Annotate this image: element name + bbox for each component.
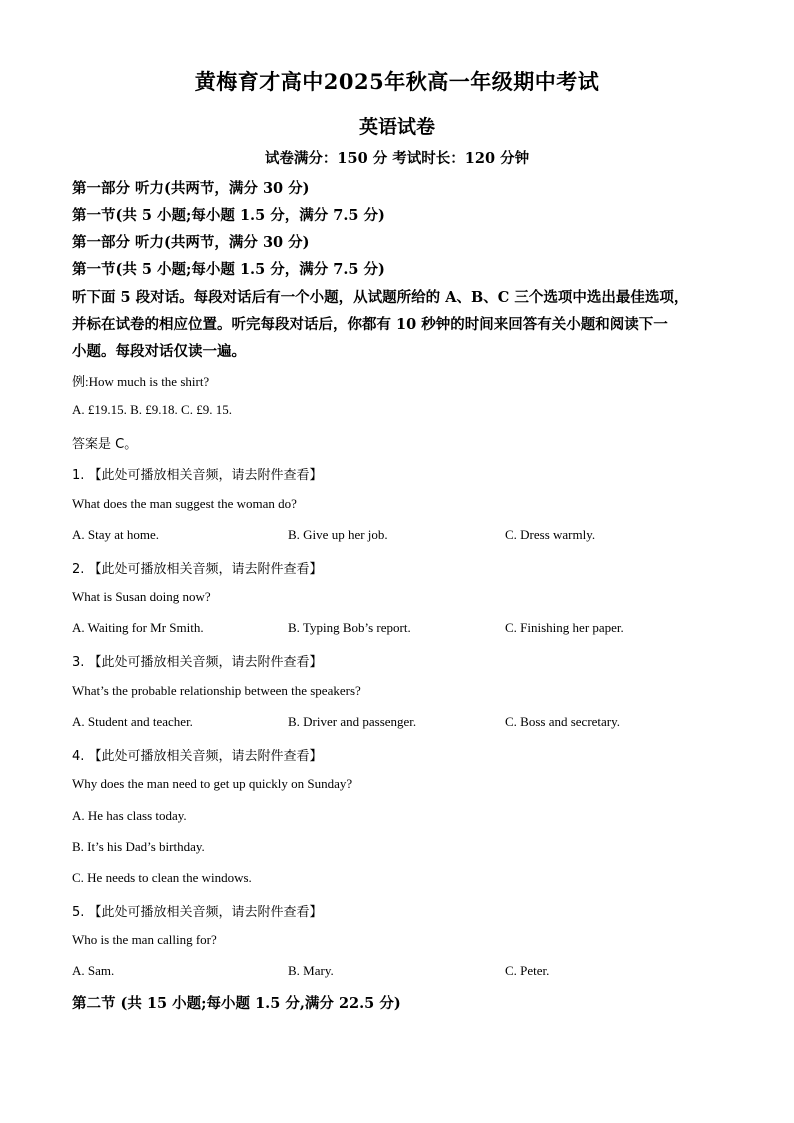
instructions-line-2: 并标在试卷的相应位置。听完每段对话后，你都有 10 秒钟的时间来回答有关小题和阅读下一 (72, 316, 668, 333)
section-one-heading: 第一节(共 5 小题;每小题 1.5 分，满分 7.5 分) (72, 207, 385, 224)
question-1-audio: 1. 【此处可播放相关音频，请去附件查看】 (72, 468, 323, 483)
question-3-option-c: C. Boss and secretary. (505, 714, 621, 729)
question-4-audio: 4. 【此处可播放相关音频，请去附件查看】 (72, 749, 323, 764)
question-5-text: Who is the man calling for? (72, 932, 217, 947)
question-2-option-a: A. Waiting for Mr Smith. (72, 620, 204, 635)
instructions-line-1: 听下面 5 段对话。每段对话后有一个小题，从试题所给的 A、B、C 三个选项中选出最佳选项， (72, 289, 689, 306)
instructions-line-3: 小题。每段对话仅读一遍。 (72, 343, 246, 360)
part-one-heading-repeat: 第一部分 听力(共两节，满分 30 分) (72, 234, 310, 251)
question-3-audio: 3. 【此处可播放相关音频，请去附件查看】 (72, 655, 323, 670)
example-options: A. £19.15. B. £9.18. C. £9. 15. (72, 402, 232, 417)
example-question: 例:How much is the shirt? (72, 374, 210, 389)
question-5-audio: 5. 【此处可播放相关音频，请去附件查看】 (72, 905, 323, 920)
question-2-audio: 2. 【此处可播放相关音频，请去附件查看】 (72, 562, 323, 577)
question-1-option-c: C. Dress warmly. (505, 527, 596, 542)
question-4-option-c: C. He needs to clean the windows. (72, 870, 252, 885)
question-5-option-c: C. Peter. (505, 963, 550, 978)
question-4-option-a: A. He has class today. (72, 808, 187, 823)
question-3-text: What’s the probable relationship between the speakers? (72, 683, 361, 698)
question-4-option-b: B. It’s his Dad’s birthday. (72, 839, 205, 854)
question-1-option-b: B. Give up her job. (288, 527, 388, 542)
question-5-option-a: A. Sam. (72, 963, 115, 978)
question-1-option-a: A. Stay at home. (72, 527, 160, 542)
section-one-heading-repeat: 第一节(共 5 小题;每小题 1.5 分，满分 7.5 分) (72, 261, 385, 278)
question-2-option-c: C. Finishing her paper. (505, 620, 624, 635)
score-line: 试卷满分：150 分 考试时长：120 分钟 (264, 150, 530, 167)
question-3-option-b: B. Driver and passenger. (288, 714, 417, 729)
question-1-text: What does the man suggest the woman do? (72, 496, 297, 511)
question-2-option-b: B. Typing Bob’s report. (288, 620, 411, 635)
question-3-option-a: A. Student and teacher. (72, 714, 193, 729)
exam-title: 黄梅育才高中2025年秋高一年级期中考试 (194, 69, 600, 94)
question-5-option-b: B. Mary. (288, 963, 334, 978)
question-2-text: What is Susan doing now? (72, 589, 211, 604)
part-one-heading: 第一部分 听力(共两节，满分 30 分) (72, 180, 310, 197)
question-4-text: Why does the man need to get up quickly on Sunday? (72, 776, 353, 791)
section-two-heading: 第二节 (共 15 小题;每小题 1.5 分,满分 22.5 分) (72, 995, 401, 1012)
example-answer: 答案是 C。 (72, 437, 138, 452)
exam-subtitle: 英语试卷 (358, 116, 435, 138)
